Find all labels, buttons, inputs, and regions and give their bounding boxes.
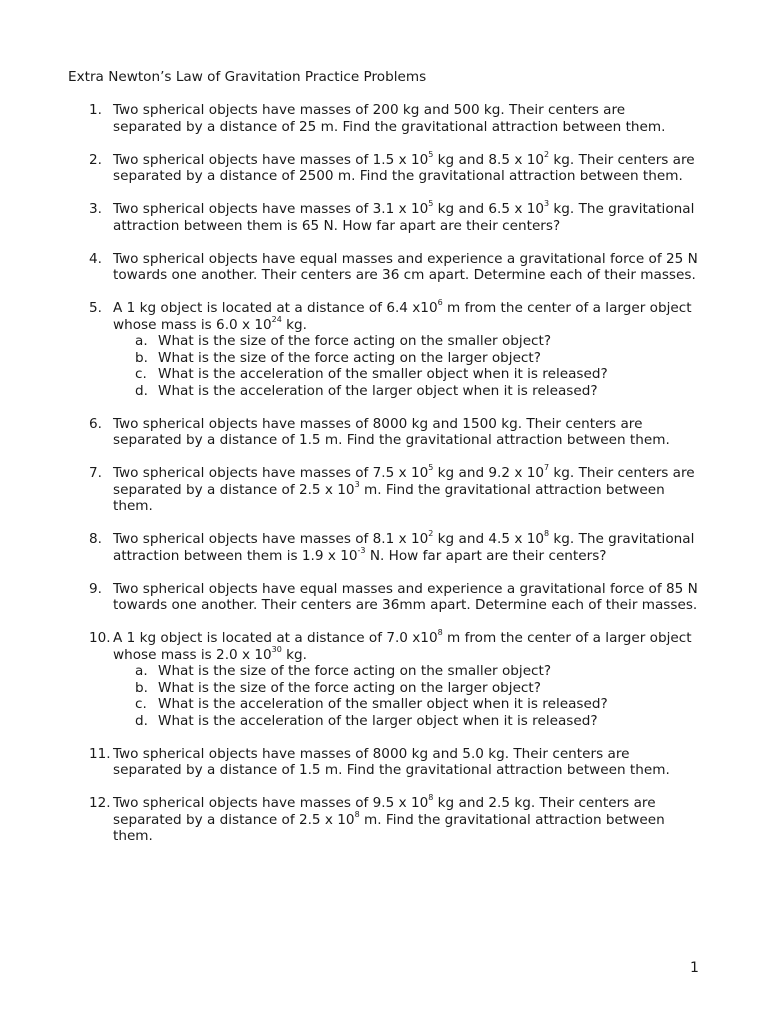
problem-number: 7. (89, 465, 102, 481)
problem-number: 9. (89, 580, 102, 597)
exponent: 2 (428, 529, 434, 539)
problem-number: 10. (89, 630, 111, 646)
problem-text: Two spherical objects have masses of 8000 kg and 1500 kg. Their centers are separated by a distance of 1.5 m. Find the gravitational attraction between them. (113, 415, 670, 448)
problem-number: 5. (89, 300, 102, 316)
problem-item (68, 795, 708, 845)
sub-question-letter: b. (135, 349, 148, 366)
problem-item (68, 630, 708, 729)
sub-question-text: What is the acceleration of the larger object when it is released? (158, 382, 598, 399)
sub-question (113, 713, 698, 730)
problem-item (68, 746, 708, 779)
problem-text: Two spherical objects have masses of 200 kg and 500 kg. Their centers are separated by a distance of 25 m. Find the gravitational attraction between them. (113, 102, 666, 135)
exponent: 2 (544, 149, 550, 159)
problem-number: 4. (89, 250, 102, 267)
sub-question-letter: c. (135, 696, 147, 712)
problem-text: Two spherical objects have masses of 8.1 x $10^2$ kg and 4.5 x $10^8$ kg. The gravitational attraction between them is 1.9 x $10^{-3}$ N. How far apart are their centers? (113, 529, 695, 564)
sub-question-letter: a. (135, 663, 148, 679)
sub-question-text: What is the size of the force acting on the larger object? (158, 679, 541, 696)
exponent: -3 (357, 545, 366, 555)
sub-question (113, 383, 698, 400)
page-title: Extra Newton’s Law of Gravitation Practice Problems (68, 69, 427, 85)
exponent: 7 (544, 463, 550, 473)
problem-item (68, 581, 708, 614)
problem-number: 3. (89, 201, 102, 217)
problem-item (68, 531, 708, 564)
sub-question (113, 333, 698, 350)
sub-question-text: What is the acceleration of the smaller object when it is released? (158, 366, 608, 382)
exponent: 8 (544, 529, 550, 539)
problem-text: A 1 kg object is located at a distance of 6.4 $x10^6$ m from the center of a larger object whose mass is 6.0 x $10^{24}$ kg. a. What is the size of the force acting on the smaller object? b. What is the size of the force acting on the larger object? c. What is the acceleration of the smaller object when it is released? d. What is the acceleration of the larger object when it is released? (113, 300, 698, 399)
sub-question (113, 696, 698, 713)
page-number: 1 (690, 960, 699, 976)
problem-number: 11. (89, 745, 111, 762)
exponent: 8 (428, 793, 434, 803)
sub-question-letter: b. (135, 679, 148, 696)
exponent: 8 (437, 628, 443, 638)
exponent: 5 (428, 149, 434, 159)
exponent: 30 (271, 644, 282, 654)
problem-text: Two spherical objects have masses of 8000 kg and 5.0 kg. Their centers are separated by a distance of 1.5 m. Find the gravitational attraction between them. (113, 745, 670, 778)
problem-text: A 1 kg object is located at a distance of 7.0 $x10^8$ m from the center of a larger object whose mass is 2.0 x $10^{30}$ kg. a. What is the size of the force acting on the smaller object? b. What is the size of the force acting on the larger object? c. What is the acceleration of the smaller object when it is released? d. What is the acceleration of the larger object when it is released? (113, 630, 698, 729)
problem-item (68, 149, 708, 185)
problem-item (68, 102, 708, 135)
sub-question (113, 350, 698, 367)
sub-question (113, 366, 698, 383)
sub-question-letter: d. (135, 712, 148, 729)
sub-question-list (113, 663, 698, 729)
exponent: 8 (354, 809, 360, 819)
problem-number: 1. (89, 102, 102, 118)
problem-text: Two spherical objects have equal masses and experience a gravitational force of 25 N towards one another. Their centers are 36 cm apart. Determine each of their masses. (113, 250, 698, 283)
exponent: 3 (544, 199, 550, 209)
problem-number: 8. (89, 531, 102, 547)
problem-number: 12. (89, 795, 111, 811)
problem-text: Two spherical objects have masses of 9.5 x $10^8$ kg and 2.5 kg. Their centers are separated by a distance of 2.5 x $10^8$ m. Find the gravitational attraction between them. (113, 793, 665, 844)
problem-item (68, 300, 708, 399)
problem-text: Two spherical objects have equal masses and experience a gravitational force of 85 N towards one another. Their centers are 36mm apart. Determine each of their masses. (113, 580, 698, 613)
sub-question-text: What is the acceleration of the larger object when it is released? (158, 712, 598, 729)
problem-text: Two spherical objects have masses of 3.1 x $10^5$ kg and 6.5 x $10^3$ kg. The gravitational attraction between them is 65 N. How far apart are their centers? (113, 199, 695, 234)
problem-list (68, 102, 708, 861)
exponent: 5 (428, 463, 434, 473)
sub-question-text: What is the acceleration of the smaller object when it is released? (158, 696, 608, 712)
problem-item (68, 416, 708, 449)
exponent: 6 (437, 298, 443, 308)
problem-item (68, 465, 708, 515)
sub-question-letter: c. (135, 366, 147, 382)
sub-question-text: What is the size of the force acting on the larger object? (158, 349, 541, 366)
sub-question-letter: d. (135, 382, 148, 399)
problem-text: Two spherical objects have masses of 7.5 x $10^5$ kg and 9.2 x $10^7$ kg. Their centers are separated by a distance of 2.5 x $10^3$ m. Find the gravitational attraction between them. (113, 463, 695, 514)
problem-number: 2. (89, 151, 102, 168)
sub-question (113, 663, 698, 680)
sub-question-letter: a. (135, 333, 148, 349)
exponent: 24 (271, 314, 282, 324)
exponent: 3 (354, 479, 360, 489)
problem-item (68, 251, 708, 284)
sub-question-text: What is the size of the force acting on the smaller object? (158, 663, 552, 679)
problem-number: 6. (89, 415, 102, 432)
exponent: 5 (428, 199, 434, 209)
problem-text: Two spherical objects have masses of 1.5 x $10^5$ kg and 8.5 x $10^2$ kg. Their centers are separated by a distance of 2500 m. Find the gravitational attraction between them. (113, 149, 695, 184)
sub-question (113, 680, 698, 697)
sub-question-text: What is the size of the force acting on the smaller object? (158, 333, 552, 349)
problem-item (68, 201, 708, 234)
sub-question-list (113, 333, 698, 399)
